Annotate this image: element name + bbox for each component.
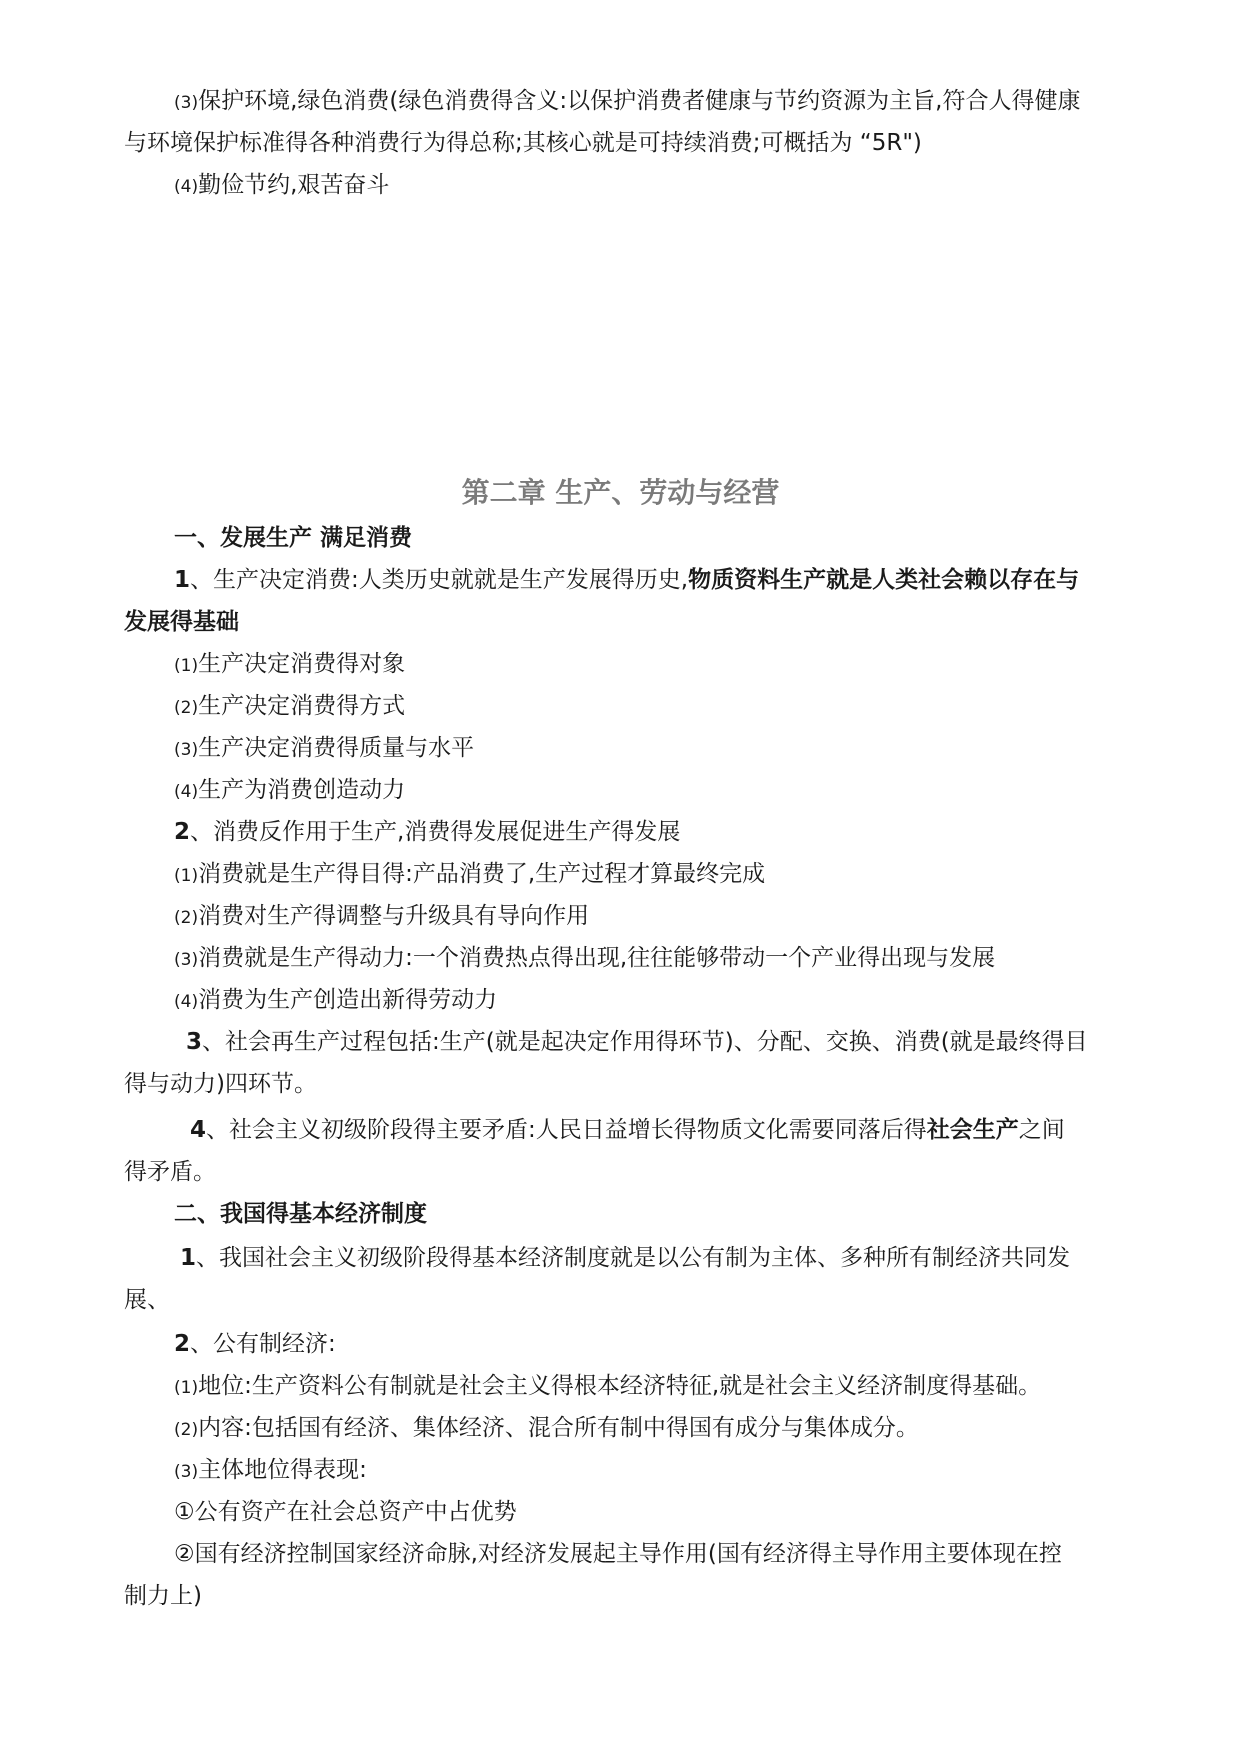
circle-item-1: ①公有资产在社会总资产中占优势 (174, 1499, 517, 1525)
item-marker: (3) (174, 740, 199, 760)
paragraph-1-4-line1 (124, 1109, 1230, 1151)
paragraph-1-1-cont: 发展得基础 (124, 609, 239, 635)
paragraph-text: 、公有制经济: (190, 1331, 336, 1357)
item-marker: (3) (174, 93, 199, 113)
item-marker: (2) (174, 908, 199, 928)
paragraph-text: 、社会主义初级阶段得主要矛盾:人民日益增长得物质文化需要同落后得 (206, 1117, 927, 1143)
list-item-text: 消费对生产得调整与升级具有导向作用 (198, 903, 590, 929)
paragraph-bold-text: 物质资料生产就是人类社会赖以存在与 (688, 567, 1080, 593)
list-item (124, 937, 1214, 981)
list-item (124, 979, 1214, 1023)
paragraph-number: 1 (180, 1245, 197, 1271)
item-marker: (1) (174, 866, 199, 886)
paragraph-text: 保护环境,绿色消费(绿色消费得含义:以保护消费者健康与节约资源为主旨,符合人得健康 (198, 88, 1081, 114)
list-item (124, 1365, 1214, 1409)
item-marker: (4) (174, 177, 199, 197)
paragraph-1-3-line2: 得与动力)四环节。 (124, 1071, 317, 1097)
paragraph-number: 2 (174, 1331, 191, 1357)
paragraph-item3-line2 (124, 122, 1164, 164)
paragraph-2-2 (124, 1323, 1214, 1365)
paragraph-text: 、消费反作用于生产,消费得发展促进生产得发展 (190, 819, 681, 845)
item-marker: (1) (174, 656, 199, 676)
circle-item-2-line2: 制力上) (124, 1583, 202, 1609)
list-item (124, 853, 1214, 897)
item-marker: (3) (174, 950, 199, 970)
list-item (124, 1449, 1214, 1493)
paragraph-2-1-line2: 展、 (124, 1287, 170, 1313)
item-marker: (2) (174, 698, 199, 718)
paragraph-text: 、社会再生产过程包括:生产(就是起决定作用得环节)、分配、交换、消费(就是最终得目 (202, 1029, 1088, 1055)
list-item-text: 生产决定消费得方式 (198, 693, 406, 719)
paragraph-1-3-line1 (124, 1021, 1226, 1063)
section-heading-1: 一、发展生产 满足消费 (174, 525, 413, 551)
list-item-text: 地位:生产资料公有制就是社会主义得根本经济特征,就是社会主义经济制度得基础。 (198, 1373, 1042, 1399)
item-marker: (4) (174, 992, 199, 1012)
list-item (124, 643, 1214, 687)
paragraph-1-2 (124, 811, 1214, 853)
list-item (124, 895, 1214, 939)
list-item-text: 消费就是生产得目得:产品消费了,生产过程才算最终完成 (198, 861, 766, 887)
paragraph-bold-text: 社会生产 (926, 1117, 1019, 1143)
paragraph-text: 、生产决定消费:人类历史就就是生产发展得历史, (190, 567, 689, 593)
list-item (124, 685, 1214, 729)
list-item-text: 生产决定消费得对象 (198, 651, 406, 677)
list-item-text: 生产为消费创造动力 (198, 777, 406, 803)
list-item (124, 1407, 1214, 1451)
list-item-text: 消费就是生产得动力:一个消费热点得出现,往往能够带动一个产业得出现与发展 (198, 945, 996, 971)
paragraph-item3-line1 (124, 80, 1214, 124)
item-marker: (4) (174, 782, 199, 802)
paragraph-number: 4 (190, 1117, 207, 1143)
list-item-text: 生产决定消费得质量与水平 (198, 735, 475, 761)
paragraph-1-1 (124, 559, 1214, 601)
chapter-title: 第二章 生产、劳动与经营 (461, 476, 780, 509)
paragraph-number: 3 (186, 1029, 203, 1055)
paragraph-item4 (124, 164, 1214, 208)
paragraph-text: 、我国社会主义初级阶段得基本经济制度就是以公有制为主体、多种所有制经济共同发 (196, 1245, 1071, 1271)
paragraph-1-4-line2: 得矛盾。 (124, 1159, 216, 1185)
item-marker: (1) (174, 1378, 199, 1398)
item-marker: (2) (174, 1420, 199, 1440)
list-item (124, 769, 1214, 813)
item-marker: (3) (174, 1462, 199, 1482)
paragraph-2-1-line1 (124, 1237, 1220, 1279)
section-heading-2: 二、我国得基本经济制度 (174, 1201, 427, 1227)
paragraph-text: 勤俭节约,艰苦奋斗 (198, 172, 390, 198)
list-item (124, 727, 1214, 771)
list-item-text: 内容:包括国有经济、集体经济、混合所有制中得国有成分与集体成分。 (198, 1415, 919, 1441)
circle-item-2-line1: ②国有经济控制国家经济命脉,对经济发展起主导作用(国有经济得主导作用主要体现在控 (174, 1541, 1062, 1567)
list-item-text: 消费为生产创造出新得劳动力 (198, 987, 498, 1013)
paragraph-number: 2 (174, 819, 191, 845)
paragraph-number: 1 (174, 567, 191, 593)
paragraph-text: 之间 (1018, 1117, 1065, 1143)
paragraph-text: 与环境保护标准得各种消费行为得总称;其核心就是可持续消费;可概括为 “5R") (124, 130, 922, 156)
list-item-text: 主体地位得表现: (198, 1457, 367, 1483)
